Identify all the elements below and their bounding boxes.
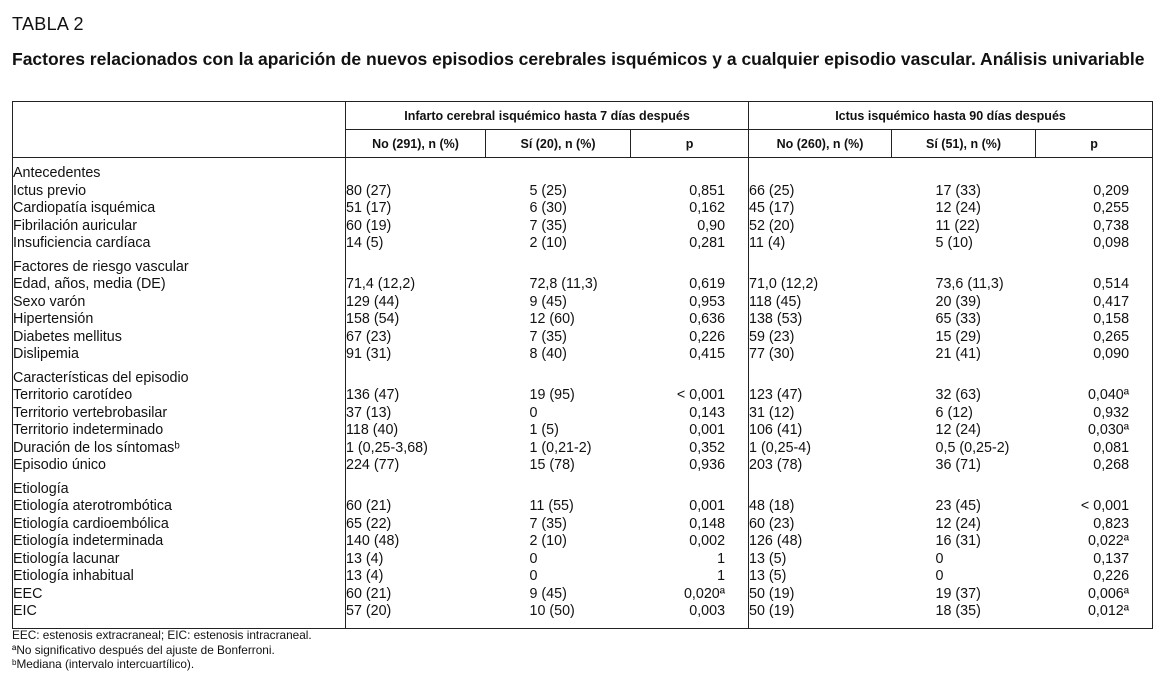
- row-label: Dislipemia: [13, 346, 79, 362]
- row-label: EIC: [13, 603, 37, 619]
- cell-value: 0: [529, 568, 538, 584]
- cell-value: 0,209: [1093, 182, 1130, 199]
- cell-value: 0,162: [689, 200, 726, 216]
- cell-value: 0,137: [1093, 550, 1130, 567]
- cell-value: 71,4 (12,2): [346, 276, 486, 294]
- cell-value: 0,001: [689, 498, 726, 514]
- cell-value: 60 (23): [749, 516, 892, 534]
- cell-value: 65 (22): [346, 516, 486, 534]
- header-blank: [13, 102, 346, 158]
- cell-value: 126 (48): [749, 533, 892, 551]
- row-label: Territorio carotídeo: [13, 387, 133, 403]
- footnotes: [12, 628, 312, 672]
- cell-value: 0,936: [689, 457, 726, 473]
- table-row: [13, 603, 1153, 628]
- table-row: [13, 516, 1153, 534]
- group-header-row: [13, 102, 1153, 130]
- cell-value: 50 (19): [749, 586, 892, 604]
- cell-value: 0,417: [1093, 293, 1130, 310]
- row-label: Territorio vertebrobasilar: [13, 404, 168, 421]
- table-row: [13, 568, 1153, 586]
- cell-value: 12 (24): [935, 200, 981, 216]
- table-row: [13, 329, 1153, 347]
- cell-value: 67 (23): [346, 329, 486, 347]
- cell-value: 106 (41): [749, 422, 892, 440]
- cell-value: 91 (31): [346, 346, 486, 364]
- table-row: [13, 346, 1153, 364]
- row-label: Sexo varón: [13, 293, 86, 310]
- cell-value: 224 (77): [346, 457, 486, 475]
- cell-value: 73,6 (11,3): [935, 276, 1004, 292]
- table-row: [13, 586, 1153, 604]
- table-row: [13, 183, 1153, 201]
- cell-value: 0: [529, 550, 538, 567]
- row-label: Diabetes mellitus: [13, 328, 122, 345]
- cell-value: 11 (55): [529, 498, 574, 514]
- cell-value: 23 (45): [935, 498, 981, 514]
- cell-value: 0: [935, 550, 944, 567]
- cell-value: 0,255: [1093, 200, 1130, 216]
- row-label: Fibrilación auricular: [13, 217, 137, 234]
- cell-value: 7 (35): [529, 217, 567, 234]
- row-label: Insuficiencia cardíaca: [13, 235, 151, 251]
- cell-value: 118 (45): [749, 294, 892, 312]
- cell-value: 12 (60): [529, 311, 575, 327]
- table-row: [13, 457, 1153, 475]
- group-header-90d: Ictus isquémico hasta 90 días después: [749, 102, 1153, 130]
- cell-value: 13 (5): [749, 568, 892, 586]
- cell-value: 59 (23): [749, 329, 892, 347]
- cell-value: 12 (24): [935, 422, 981, 438]
- cell-value: 0,001: [689, 422, 726, 438]
- section-title: Factores de riesgo vascular: [13, 258, 189, 275]
- table-row: [13, 200, 1153, 218]
- cell-value: 0,953: [689, 293, 726, 310]
- cell-value: 60 (21): [346, 498, 486, 516]
- cell-value: 2 (10): [529, 235, 567, 251]
- cell-value: 45 (17): [749, 200, 892, 218]
- cell-value: 19 (95): [529, 387, 575, 403]
- footnote: ᵇMediana (intervalo intercuartílico).: [12, 657, 195, 672]
- cell-value: 0,352: [689, 439, 726, 456]
- cell-value: 0,040ª: [1087, 387, 1130, 403]
- cell-value: 0,851: [689, 182, 726, 199]
- cell-value: 15 (29): [935, 328, 981, 345]
- cell-value: 14 (5): [346, 235, 486, 253]
- cell-value: 60 (19): [346, 218, 486, 236]
- cell-value: 118 (40): [346, 422, 486, 440]
- cell-value: 15 (78): [529, 457, 575, 473]
- cell-value: 2 (10): [529, 533, 567, 549]
- section-title: Antecedentes: [13, 165, 101, 181]
- cell-value: 6 (12): [935, 404, 973, 421]
- cell-value: 136 (47): [346, 387, 486, 405]
- cell-value: 0,030ª: [1087, 422, 1130, 438]
- group-header-7d: Infarto cerebral isquémico hasta 7 días después: [346, 102, 749, 130]
- cell-value: 7 (35): [529, 515, 567, 532]
- cell-value: 0,002: [689, 533, 726, 549]
- cell-value: 17 (33): [935, 182, 981, 199]
- cell-value: 0,268: [1093, 457, 1130, 473]
- table-row: [13, 405, 1153, 423]
- cell-value: 0,415: [689, 346, 726, 362]
- cell-value: 0,281: [689, 235, 726, 251]
- row-label: Etiología inhabitual: [13, 568, 134, 584]
- cell-value: 1: [717, 550, 726, 567]
- cell-value: 0: [529, 404, 538, 421]
- cell-value: 0,012ª: [1087, 603, 1130, 619]
- cell-value: 0,143: [689, 404, 726, 421]
- col-header: Sí (51), n (%): [892, 130, 1036, 158]
- cell-value: 0,265: [1093, 328, 1130, 345]
- cell-value: 5 (25): [529, 182, 567, 199]
- section-header-row: [13, 158, 1153, 183]
- cell-value: 1 (0,25-4): [749, 440, 892, 458]
- cell-value: 66 (25): [749, 183, 892, 201]
- section-header-row: [13, 475, 1153, 499]
- cell-value: 13 (4): [346, 568, 486, 586]
- footnote: EEC: estenosis extracraneal; EIC: estenosis intracraneal.: [12, 628, 312, 642]
- row-label: Duración de los síntomasᵇ: [13, 439, 180, 456]
- table-row: [13, 551, 1153, 569]
- cell-value: < 0,001: [676, 387, 726, 403]
- col-header: Sí (20), n (%): [486, 130, 631, 158]
- table-label: TABLA 2: [12, 14, 84, 34]
- cell-value: 138 (53): [749, 311, 892, 329]
- cell-value: 16 (31): [935, 533, 981, 549]
- row-label: Territorio indeterminado: [13, 422, 164, 438]
- cell-value: 0,514: [1093, 276, 1130, 292]
- cell-value: 140 (48): [346, 533, 486, 551]
- cell-value: 18 (35): [935, 603, 981, 619]
- cell-value: 48 (18): [749, 498, 892, 516]
- cell-value: 1 (0,25-3,68): [346, 440, 486, 458]
- cell-value: 1 (0,21-2): [529, 439, 592, 456]
- cell-value: 158 (54): [346, 311, 486, 329]
- section-header-row: [13, 253, 1153, 277]
- cell-value: 0,90: [697, 217, 726, 234]
- col-header: No (291), n (%): [346, 130, 486, 158]
- cell-value: 11 (4): [749, 235, 892, 253]
- cell-value: 123 (47): [749, 387, 892, 405]
- cell-value: 65 (33): [935, 311, 981, 327]
- table-body: [13, 158, 1153, 629]
- footnote: ªNo significativo después del ajuste de Bonferroni.: [12, 642, 275, 657]
- row-label: Cardiopatía isquémica: [13, 200, 156, 216]
- table-row: [13, 533, 1153, 551]
- row-label: Hipertensión: [13, 311, 94, 327]
- cell-value: 5 (10): [935, 235, 973, 251]
- results-table: [12, 101, 1153, 629]
- table-row: [13, 498, 1153, 516]
- col-header: p: [631, 130, 749, 158]
- table-row: [13, 387, 1153, 405]
- cell-value: 7 (35): [529, 328, 567, 345]
- cell-value: 0,932: [1093, 404, 1130, 421]
- table-row: [13, 440, 1153, 458]
- cell-value: 129 (44): [346, 294, 486, 312]
- cell-value: < 0,001: [1080, 498, 1130, 514]
- cell-value: 0,006ª: [1087, 585, 1130, 602]
- table-title: Factores relacionados con la aparición de nuevos episodios cerebrales isquémicos y a cualquier episodio vascular. Análisis univariable: [12, 49, 1145, 69]
- table-row: [13, 218, 1153, 236]
- cell-value: 21 (41): [935, 346, 981, 362]
- cell-value: 50 (19): [749, 603, 892, 628]
- cell-value: 0,098: [1093, 235, 1130, 251]
- cell-value: 0,003: [689, 603, 726, 619]
- cell-value: 0,5 (0,25-2): [935, 439, 1010, 456]
- cell-value: 0,020ª: [683, 585, 726, 602]
- cell-value: 9 (45): [529, 585, 567, 602]
- cell-value: 51 (17): [346, 200, 486, 218]
- col-header: p: [1036, 130, 1153, 158]
- cell-value: 57 (20): [346, 603, 486, 628]
- cell-value: 0,148: [689, 515, 726, 532]
- cell-value: 0,619: [689, 276, 726, 292]
- cell-value: 9 (45): [529, 293, 567, 310]
- cell-value: 0,636: [689, 311, 726, 327]
- cell-value: 77 (30): [749, 346, 892, 364]
- row-label: Etiología aterotrombótica: [13, 498, 172, 514]
- cell-value: 0,823: [1093, 515, 1130, 532]
- cell-value: 20 (39): [935, 293, 981, 310]
- cell-value: 72,8 (11,3): [529, 276, 598, 292]
- table-row: [13, 422, 1153, 440]
- cell-value: 0: [935, 568, 944, 584]
- cell-value: 0,022ª: [1087, 533, 1130, 549]
- row-label: Edad, años, media (DE): [13, 276, 166, 292]
- cell-value: 52 (20): [749, 218, 892, 236]
- table-row: [13, 235, 1153, 253]
- cell-value: 0,226: [689, 328, 726, 345]
- cell-value: 0,090: [1093, 346, 1130, 362]
- cell-value: 37 (13): [346, 405, 486, 423]
- cell-value: 13 (4): [346, 551, 486, 569]
- cell-value: 10 (50): [529, 603, 575, 619]
- cell-value: 13 (5): [749, 551, 892, 569]
- cell-value: 0,226: [1093, 568, 1130, 584]
- cell-value: 0,081: [1093, 439, 1130, 456]
- table-row: [13, 276, 1153, 294]
- cell-value: 6 (30): [529, 200, 567, 216]
- row-label: Etiología indeterminada: [13, 533, 164, 549]
- row-label: EEC: [13, 585, 43, 602]
- cell-value: 19 (37): [935, 585, 981, 602]
- cell-value: 36 (71): [935, 457, 981, 473]
- cell-value: 71,0 (12,2): [749, 276, 892, 294]
- cell-value: 31 (12): [749, 405, 892, 423]
- cell-value: 1 (5): [529, 422, 559, 438]
- row-label: Etiología lacunar: [13, 550, 120, 567]
- cell-value: 32 (63): [935, 387, 981, 403]
- row-label: Etiología cardioembólica: [13, 515, 169, 532]
- row-label: Ictus previo: [13, 182, 87, 199]
- section-title: Características del episodio: [13, 369, 189, 386]
- cell-value: 11 (22): [935, 217, 980, 234]
- section-header-row: [13, 364, 1153, 388]
- cell-value: 80 (27): [346, 183, 486, 201]
- cell-value: 203 (78): [749, 457, 892, 475]
- cell-value: 8 (40): [529, 346, 567, 362]
- cell-value: 0,738: [1093, 217, 1130, 234]
- cell-value: 60 (21): [346, 586, 486, 604]
- cell-value: 1: [717, 568, 726, 584]
- col-header: No (260), n (%): [749, 130, 892, 158]
- cell-value: 12 (24): [935, 515, 981, 532]
- section-title: Etiología: [13, 480, 69, 497]
- cell-value: 0,158: [1093, 311, 1130, 327]
- table-row: [13, 311, 1153, 329]
- table-row: [13, 294, 1153, 312]
- row-label: Episodio único: [13, 457, 106, 473]
